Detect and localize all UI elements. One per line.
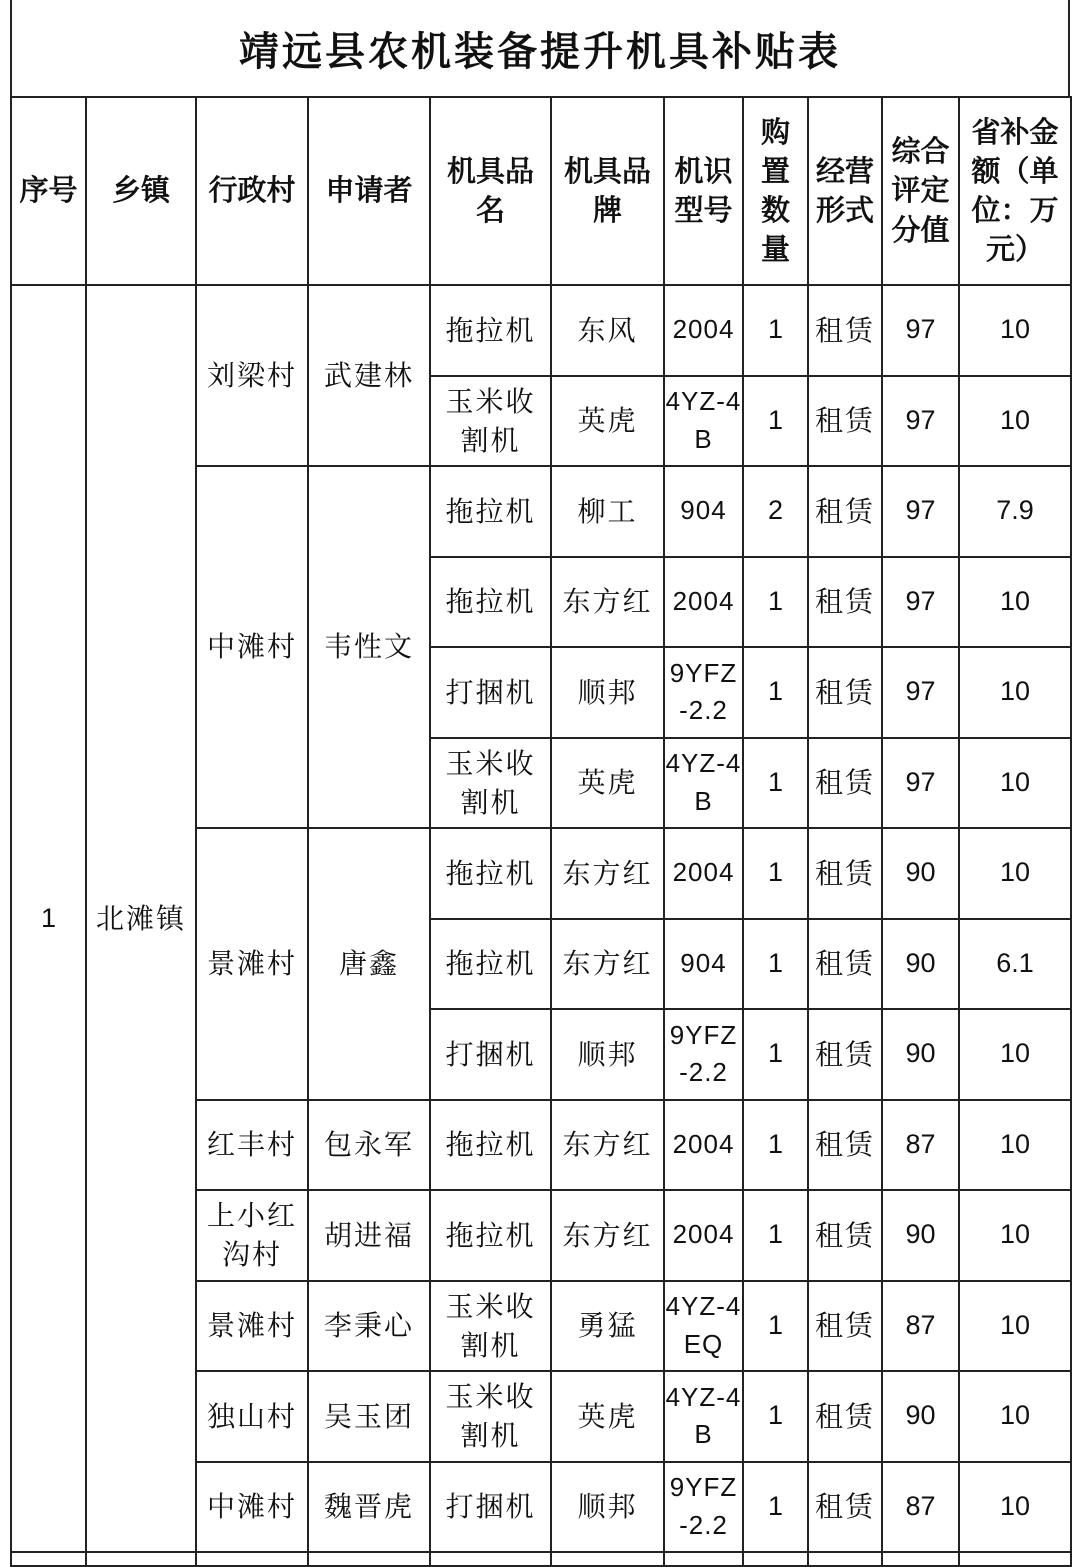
- cell-town: 北滩镇: [86, 285, 196, 1552]
- header-model: 机识型号: [664, 97, 743, 285]
- header-town: 乡镇: [86, 97, 196, 285]
- cell-machine: 拖拉机: [430, 1190, 551, 1281]
- cell-qty: 1: [743, 1100, 808, 1191]
- cell-mode: 租赁: [808, 1462, 882, 1553]
- cell-amount: 10: [959, 1190, 1071, 1281]
- cell-score: 87: [882, 1100, 959, 1191]
- cell-model: 2004: [664, 557, 743, 648]
- cell-qty: 1: [743, 1281, 808, 1372]
- cell-qty: 1: [743, 1462, 808, 1553]
- cell-brand: 勇猛: [551, 1281, 664, 1372]
- cell-qty: 1: [743, 828, 808, 919]
- cell-qty: 1: [743, 376, 808, 467]
- header-quantity: 购置数量: [743, 97, 808, 285]
- cell-model: 2004: [664, 1190, 743, 1281]
- cell-score: 87: [882, 1281, 959, 1372]
- cell-applicant: 韦性文: [308, 466, 430, 828]
- cell-amount: 10: [959, 376, 1071, 467]
- cell-brand: 柳工: [551, 466, 664, 557]
- cell-qty: 2: [743, 466, 808, 557]
- cell-mode: 租赁: [808, 1100, 882, 1191]
- cell-qty: 1: [743, 919, 808, 1010]
- cell-brand: 东方红: [551, 1190, 664, 1281]
- cell-mode: 租赁: [808, 376, 882, 467]
- header-operation-mode: 经营形式: [808, 97, 882, 285]
- cell-applicant: 武建林: [308, 285, 430, 466]
- cell-qty: 1: [743, 1371, 808, 1462]
- cell-amount: 10: [959, 1462, 1071, 1553]
- cell-village: 独山村: [196, 1371, 308, 1462]
- cell-brand: 顺邦: [551, 1462, 664, 1553]
- cell-model: 904: [664, 466, 743, 557]
- cell-amount: 10: [959, 738, 1071, 829]
- cell-mode: 租赁: [808, 738, 882, 829]
- cell-model: 904: [664, 919, 743, 1010]
- cell-applicant: 吴玉团: [308, 1371, 430, 1462]
- cell-amount: 10: [959, 285, 1071, 376]
- cell-machine: 拖拉机: [430, 285, 551, 376]
- table-row-cut-off: [11, 1552, 1071, 1566]
- cell-model: 4YZ-4B: [664, 738, 743, 829]
- cell-model: 2004: [664, 828, 743, 919]
- header-amount: 省补金额（单位：万元）: [959, 97, 1071, 285]
- cell-score: 97: [882, 376, 959, 467]
- cell-machine: 拖拉机: [430, 466, 551, 557]
- cell-score: 97: [882, 285, 959, 376]
- cell-amount: 10: [959, 1281, 1071, 1372]
- header-score: 综合评定分值: [882, 97, 959, 285]
- cell-machine: 拖拉机: [430, 828, 551, 919]
- cell-amount: 6.1: [959, 919, 1071, 1010]
- cell-brand: 顺邦: [551, 647, 664, 738]
- cell-machine: 玉米收割机: [430, 1281, 551, 1372]
- cell-model: 9YFZ-2.2: [664, 1462, 743, 1553]
- cell-applicant: 唐鑫: [308, 828, 430, 1100]
- cell-score: 90: [882, 1371, 959, 1462]
- cell-model: 2004: [664, 1100, 743, 1191]
- cell-village: 景滩村: [196, 828, 308, 1100]
- cell-model: 9YFZ-2.2: [664, 647, 743, 738]
- header-village: 行政村: [196, 97, 308, 285]
- cell-mode: 租赁: [808, 919, 882, 1010]
- cell-machine: 拖拉机: [430, 1100, 551, 1191]
- header-machine-brand: 机具品牌: [551, 97, 664, 285]
- cell-model: 9YFZ-2.2: [664, 1009, 743, 1100]
- cell-amount: 10: [959, 1371, 1071, 1462]
- subsidy-table: [10, 96, 1072, 1567]
- cell-brand: 英虎: [551, 738, 664, 829]
- cell-village: 上小红沟村: [196, 1190, 308, 1281]
- cell-mode: 租赁: [808, 647, 882, 738]
- cell-applicant: 李秉心: [308, 1281, 430, 1372]
- cell-machine: 打捆机: [430, 647, 551, 738]
- cell-amount: 10: [959, 828, 1071, 919]
- cell-model: 2004: [664, 285, 743, 376]
- cell-amount: 10: [959, 1100, 1071, 1191]
- cell-score: 90: [882, 919, 959, 1010]
- cell-score: 90: [882, 828, 959, 919]
- cell-qty: 1: [743, 285, 808, 376]
- cell-village: 景滩村: [196, 1281, 308, 1372]
- cell-qty: 1: [743, 1009, 808, 1100]
- cell-score: 97: [882, 647, 959, 738]
- cell-mode: 租赁: [808, 1190, 882, 1281]
- cell-brand: 东方红: [551, 919, 664, 1010]
- cell-amount: 10: [959, 1009, 1071, 1100]
- cell-mode: 租赁: [808, 1281, 882, 1372]
- cell-village: 中滩村: [196, 1462, 308, 1553]
- cell-mode: 租赁: [808, 1371, 882, 1462]
- cell-score: 90: [882, 1190, 959, 1281]
- cell-score: 87: [882, 1462, 959, 1553]
- cell-qty: 1: [743, 647, 808, 738]
- cell-qty: 1: [743, 738, 808, 829]
- cell-applicant: 魏晋虎: [308, 1462, 430, 1553]
- cell-applicant: 胡进福: [308, 1190, 430, 1281]
- cell-mode: 租赁: [808, 1009, 882, 1100]
- cell-brand: 英虎: [551, 1371, 664, 1462]
- cell-brand: 东风: [551, 285, 664, 376]
- table-row: [11, 285, 1071, 376]
- cell-village: 红丰村: [196, 1100, 308, 1191]
- cell-brand: 东方红: [551, 828, 664, 919]
- cell-machine: 玉米收割机: [430, 1371, 551, 1462]
- cell-qty: 1: [743, 557, 808, 648]
- cell-model: 4YZ-4EQ: [664, 1281, 743, 1372]
- cell-qty: 1: [743, 1190, 808, 1281]
- cell-machine: 玉米收割机: [430, 738, 551, 829]
- cell-amount: 10: [959, 557, 1071, 648]
- cell-score: 97: [882, 557, 959, 648]
- cell-mode: 租赁: [808, 828, 882, 919]
- cell-machine: 拖拉机: [430, 557, 551, 648]
- cell-score: 97: [882, 466, 959, 557]
- cell-machine: 打捆机: [430, 1462, 551, 1553]
- cell-machine: 玉米收割机: [430, 376, 551, 467]
- cell-amount: 7.9: [959, 466, 1071, 557]
- cell-mode: 租赁: [808, 466, 882, 557]
- cell-machine: 拖拉机: [430, 919, 551, 1010]
- cell-model: 4YZ-4B: [664, 376, 743, 467]
- cell-mode: 租赁: [808, 557, 882, 648]
- cell-village: 中滩村: [196, 466, 308, 828]
- table-title: 靖远县农机装备提升机具补贴表: [10, 0, 1070, 96]
- cell-brand: 英虎: [551, 376, 664, 467]
- cell-score: 97: [882, 738, 959, 829]
- cell-amount: 10: [959, 647, 1071, 738]
- cell-mode: 租赁: [808, 285, 882, 376]
- cell-brand: 东方红: [551, 557, 664, 648]
- cell-model: 4YZ-4B: [664, 1371, 743, 1462]
- cell-village: 刘梁村: [196, 285, 308, 466]
- header-machine-name: 机具品名: [430, 97, 551, 285]
- cell-machine: 打捆机: [430, 1009, 551, 1100]
- cell-applicant: 包永军: [308, 1100, 430, 1191]
- header-index: 序号: [11, 97, 86, 285]
- header-applicant: 申请者: [308, 97, 430, 285]
- cell-brand: 东方红: [551, 1100, 664, 1191]
- cell-score: 90: [882, 1009, 959, 1100]
- cell-index: 1: [11, 285, 86, 1552]
- header-row: [11, 97, 1071, 285]
- cell-brand: 顺邦: [551, 1009, 664, 1100]
